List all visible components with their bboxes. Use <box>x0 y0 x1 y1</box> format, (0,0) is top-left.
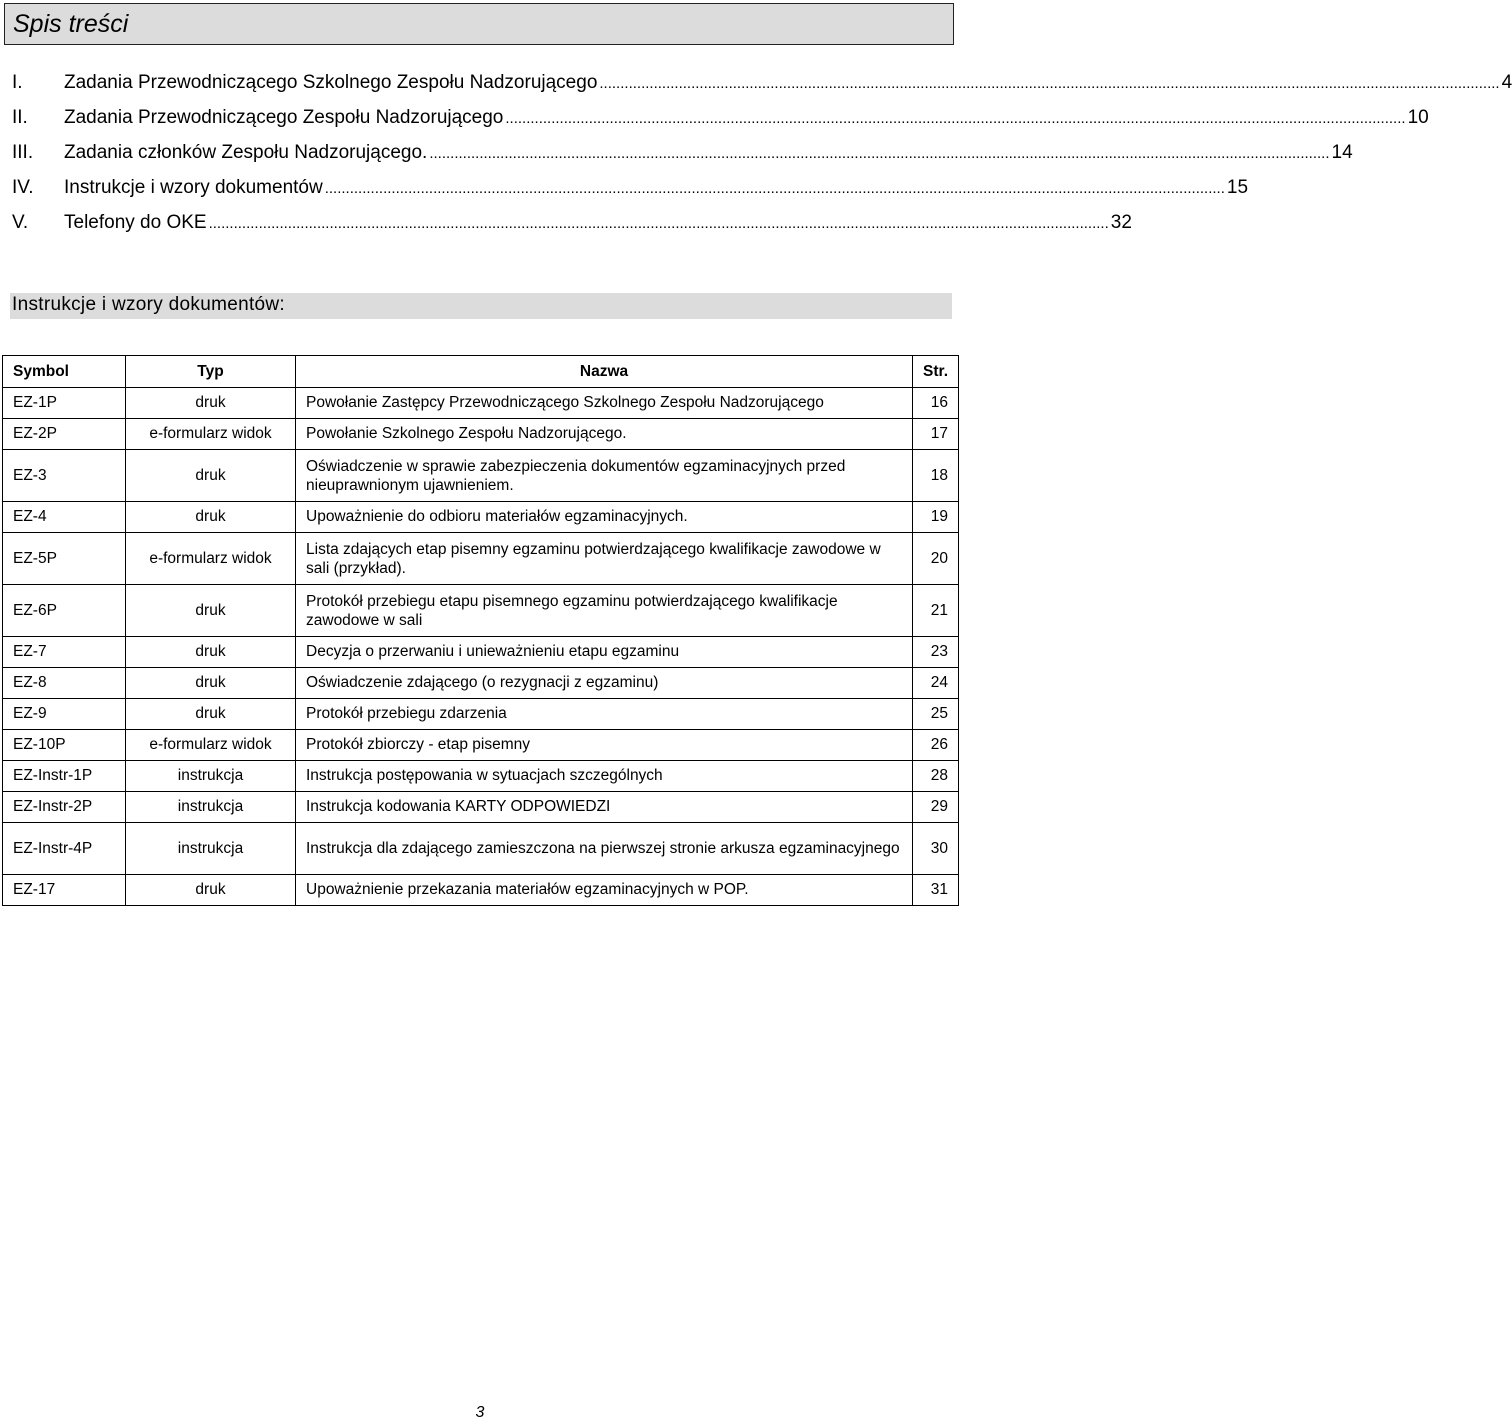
toc-entry-text: Zadania Przewodniczącego Szkolnego Zespołu Nadzorującego <box>64 72 598 93</box>
cell-str: 20 <box>913 533 959 585</box>
cell-typ: e-formularz widok <box>126 419 296 450</box>
toc-entry[interactable] <box>12 135 1353 170</box>
cell-symbol: EZ-Instr-1P <box>3 761 126 792</box>
cell-typ: instrukcja <box>126 761 296 792</box>
cell-typ: druk <box>126 502 296 533</box>
toc-entry[interactable] <box>12 100 1429 135</box>
cell-symbol: EZ-Instr-4P <box>3 823 126 875</box>
table-row <box>3 419 959 450</box>
section-heading: Instrukcje i wzory dokumentów: <box>12 294 285 315</box>
table-row <box>3 761 959 792</box>
cell-str: 18 <box>913 450 959 502</box>
cell-symbol: EZ-9 <box>3 699 126 730</box>
toc-leader-dots: ........................................................................................................................................................................................................................ <box>599 75 1500 92</box>
table-row <box>3 668 959 699</box>
cell-nazwa: Protokół przebiegu zdarzenia <box>296 699 913 730</box>
cell-nazwa: Instrukcja dla zdającego zamieszczona na pierwszej stronie arkusza egzaminacyjnego <box>296 823 913 875</box>
cell-nazwa: Upoważnienie przekazania materiałów egzaminacyjnych w POP. <box>296 875 913 906</box>
toc-entry-page: 15 <box>1226 177 1249 198</box>
cell-typ: e-formularz widok <box>126 730 296 761</box>
cell-str: 19 <box>913 502 959 533</box>
cell-str: 26 <box>913 730 959 761</box>
table-row <box>3 792 959 823</box>
cell-typ: druk <box>126 388 296 419</box>
toc-leader-dots: ........................................................................................................................................................................................................................ <box>429 145 1330 162</box>
table-row <box>3 823 959 875</box>
cell-symbol: EZ-17 <box>3 875 126 906</box>
toc-title-bar <box>4 3 954 45</box>
table-row <box>3 875 959 906</box>
cell-symbol: EZ-8 <box>3 668 126 699</box>
toc-entry-page: 10 <box>1407 107 1429 128</box>
cell-str: 29 <box>913 792 959 823</box>
toc-entry-number: I. <box>12 72 23 93</box>
cell-typ: e-formularz widok <box>126 533 296 585</box>
cell-nazwa: Powołanie Szkolnego Zespołu Nadzorującego. <box>296 419 913 450</box>
toc-entry-number: II. <box>12 107 28 128</box>
table-row <box>3 637 959 668</box>
cell-nazwa: Instrukcja postępowania w sytuacjach szczególnych <box>296 761 913 792</box>
toc-leader-dots: ........................................................................................................................................................................................................................ <box>505 110 1406 127</box>
cell-symbol: EZ-6P <box>3 585 126 637</box>
cell-symbol: EZ-7 <box>3 637 126 668</box>
cell-str: 17 <box>913 419 959 450</box>
toc-entry-number: III. <box>12 142 34 163</box>
table-row <box>3 450 959 502</box>
cell-symbol: EZ-Instr-2P <box>3 792 126 823</box>
cell-symbol: EZ-3 <box>3 450 126 502</box>
toc-leader-dots: ........................................................................................................................................................................................................................ <box>208 215 1109 232</box>
cell-symbol: EZ-4 <box>3 502 126 533</box>
cell-str: 28 <box>913 761 959 792</box>
cell-nazwa: Decyzja o przerwaniu i unieważnieniu etapu egzaminu <box>296 637 913 668</box>
cell-nazwa: Oświadczenie zdającego (o rezygnacji z egzaminu) <box>296 668 913 699</box>
cell-typ: instrukcja <box>126 823 296 875</box>
cell-str: 25 <box>913 699 959 730</box>
table-row <box>3 699 959 730</box>
toc-entry-number: V. <box>12 212 29 233</box>
toc-entry-page: 32 <box>1110 212 1132 233</box>
column-header-typ: Typ <box>126 356 296 388</box>
table-row <box>3 730 959 761</box>
toc-entry-number: IV. <box>12 177 34 198</box>
cell-nazwa: Oświadczenie w sprawie zabezpieczenia dokumentów egzaminacyjnych przed nieuprawnionym ujawnieniem. <box>296 450 913 502</box>
cell-nazwa: Protokół zbiorczy - etap pisemny <box>296 730 913 761</box>
table-row <box>3 388 959 419</box>
table-header-row <box>3 356 959 388</box>
toc-entry-text: Zadania Przewodniczącego Zespołu Nadzorującego <box>64 107 504 128</box>
cell-nazwa: Upoważnienie do odbioru materiałów egzaminacyjnych. <box>296 502 913 533</box>
cell-symbol: EZ-1P <box>3 388 126 419</box>
toc-entry-page: 4 <box>1501 72 1512 93</box>
cell-typ: druk <box>126 450 296 502</box>
cell-nazwa: Protokół przebiegu etapu pisemnego egzaminu potwierdzającego kwalifikacje zawodowe w sali <box>296 585 913 637</box>
toc-entry-page: 14 <box>1331 142 1353 163</box>
cell-str: 30 <box>913 823 959 875</box>
cell-typ: druk <box>126 637 296 668</box>
table-of-contents <box>12 65 1512 240</box>
table-row <box>3 585 959 637</box>
cell-typ: druk <box>126 668 296 699</box>
cell-nazwa: Powołanie Zastępcy Przewodniczącego Szkolnego Zespołu Nadzorującego <box>296 388 913 419</box>
documents-table <box>2 355 959 906</box>
cell-str: 23 <box>913 637 959 668</box>
toc-entry-text: Instrukcje i wzory dokumentów <box>64 177 323 198</box>
toc-entry[interactable] <box>12 170 1249 205</box>
toc-leader-dots: ........................................................................................................................................................................................................................ <box>324 180 1225 197</box>
table-row <box>3 533 959 585</box>
cell-typ: druk <box>126 585 296 637</box>
toc-entry[interactable] <box>12 205 1132 240</box>
page-number: 3 <box>475 1404 485 1421</box>
cell-str: 31 <box>913 875 959 906</box>
cell-str: 16 <box>913 388 959 419</box>
toc-entry-text: Telefony do OKE <box>64 212 207 233</box>
toc-title: Spis treści <box>13 10 129 38</box>
toc-entry[interactable] <box>12 65 1512 100</box>
cell-str: 21 <box>913 585 959 637</box>
column-header-nazwa: Nazwa <box>296 356 913 388</box>
section-heading-bar <box>10 293 952 319</box>
cell-symbol: EZ-5P <box>3 533 126 585</box>
cell-typ: druk <box>126 875 296 906</box>
cell-typ: instrukcja <box>126 792 296 823</box>
cell-nazwa: Instrukcja kodowania KARTY ODPOWIEDZI <box>296 792 913 823</box>
cell-nazwa: Lista zdających etap pisemny egzaminu potwierdzającego kwalifikacje zawodowe w sali (przykład). <box>296 533 913 585</box>
toc-entry-text: Zadania członków Zespołu Nadzorującego. <box>64 142 428 163</box>
cell-symbol: EZ-2P <box>3 419 126 450</box>
column-header-symbol: Symbol <box>3 356 126 388</box>
column-header-str: Str. <box>913 356 959 388</box>
table-row <box>3 502 959 533</box>
cell-typ: druk <box>126 699 296 730</box>
cell-symbol: EZ-10P <box>3 730 126 761</box>
cell-str: 24 <box>913 668 959 699</box>
